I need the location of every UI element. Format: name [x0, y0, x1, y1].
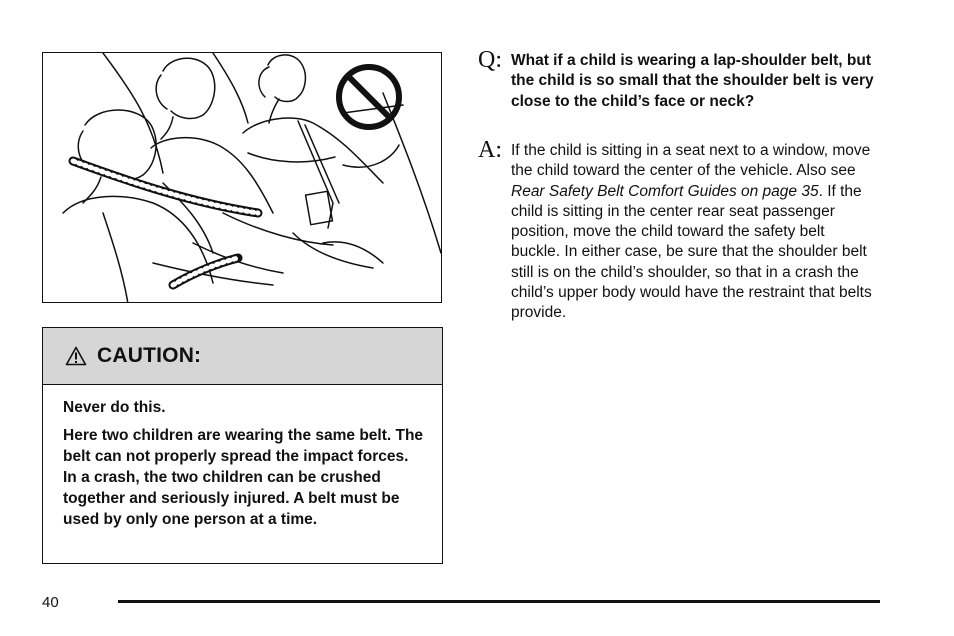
answer-block: [478, 137, 878, 324]
answer-text-part: . If the child is sitting in the center rear seat passenger position, move the child toward the safety belt buckle. In either case, be sure that the shoulder belt still is on the child’s shoulder, so that in a crash the child’s upper body would have the restraint that belts provide.: [511, 182, 872, 322]
question-text: What if a child is wearing a lap-shoulder belt, but the child is so small that the shoulder belt is very close to the child’s face or neck?: [511, 52, 874, 110]
caution-body: [43, 385, 442, 530]
caution-paragraph: Never do this.: [63, 399, 166, 416]
cross-reference-link[interactable]: Rear Safety Belt Comfort Guides on page 35: [511, 182, 819, 200]
footer-rule: [118, 600, 880, 603]
caution-title: CAUTION:: [97, 344, 202, 367]
two-children-one-belt-illustration: [42, 52, 442, 303]
caution-header: [43, 328, 442, 385]
question-block: [478, 47, 878, 112]
caution-paragraph: Here two children are wearing the same belt. The belt can not properly spread the impact forces. In a crash, the two children can be crushed together and seriously injured. A belt must be used by only one person at a time.: [63, 427, 424, 528]
warning-triangle-icon: [65, 346, 87, 366]
caution-box: [42, 327, 443, 564]
answer-text-part: If the child is sitting in a seat next to a window, move the child toward the center of the vehicle. Also see: [511, 142, 871, 180]
page-number: 40: [42, 594, 59, 611]
answer-mark: A:: [478, 137, 502, 163]
question-mark: Q:: [478, 47, 502, 73]
answer-text: [511, 141, 878, 324]
